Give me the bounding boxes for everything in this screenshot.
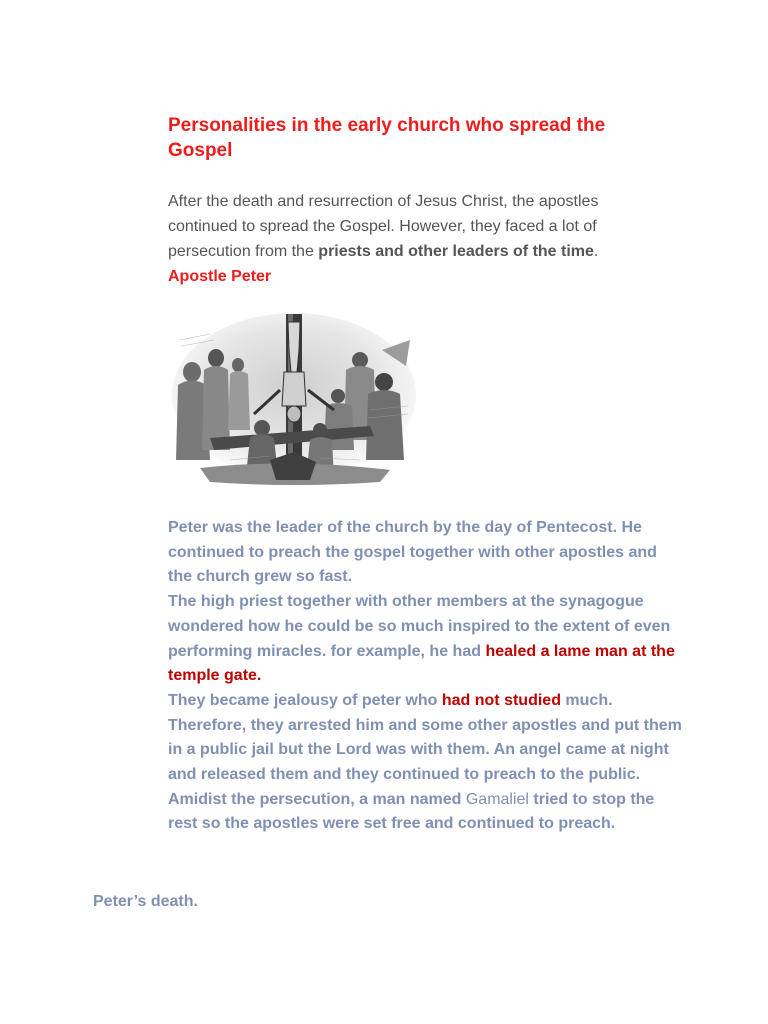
peter-body-text: [168, 516, 683, 837]
highlight-not-studied: had not studied: [441, 691, 561, 709]
body-paragraph-3-start: They became jealousy of peter who: [168, 691, 442, 709]
body-paragraph-4-end: tried to stop the rest so the apostles were set free and continued to preach.: [168, 790, 655, 833]
intro-bold-text: priests and other leaders of the time: [318, 243, 594, 260]
body-paragraph-3-end: much. Therefore, they arrested him and some other apostles and put them in a public jail but the Lord was with them. An angel came at night and released them and they continued to preach to the public.: [168, 691, 682, 784]
highlight-lame-man: healed a lame man at the temple gate.: [168, 642, 675, 685]
intro-end: .: [593, 243, 599, 260]
page-title: Personalities in the early church who spread the Gospel: [168, 115, 606, 161]
body-paragraph-4-start: Amidist the persecution, a man named: [168, 790, 466, 808]
body-paragraph-2: The high priest together with other members at the synagogue wondered how he could be so much inspired to the extent of even performing miracles. for example, he had: [168, 593, 671, 660]
body-paragraph-1: Peter was the leader of the church by the day of Pentecost. He continued to preach the gospel together with other apostles and the church grew so fast.: [168, 519, 657, 586]
crucifixion-engraving-image: [170, 310, 418, 490]
intro-text: After the death and resurrection of Jesus Christ, the apostles continued to spread the Gospel. However, they faced a lot of persecution from the: [168, 193, 599, 260]
section-heading-apostle-peter: Apostle Peter: [168, 268, 272, 285]
section-heading-peters-death: Peter’s death.: [93, 893, 198, 910]
name-gamaliel: Gamaliel: [465, 790, 529, 808]
intro-paragraph: [168, 189, 668, 264]
